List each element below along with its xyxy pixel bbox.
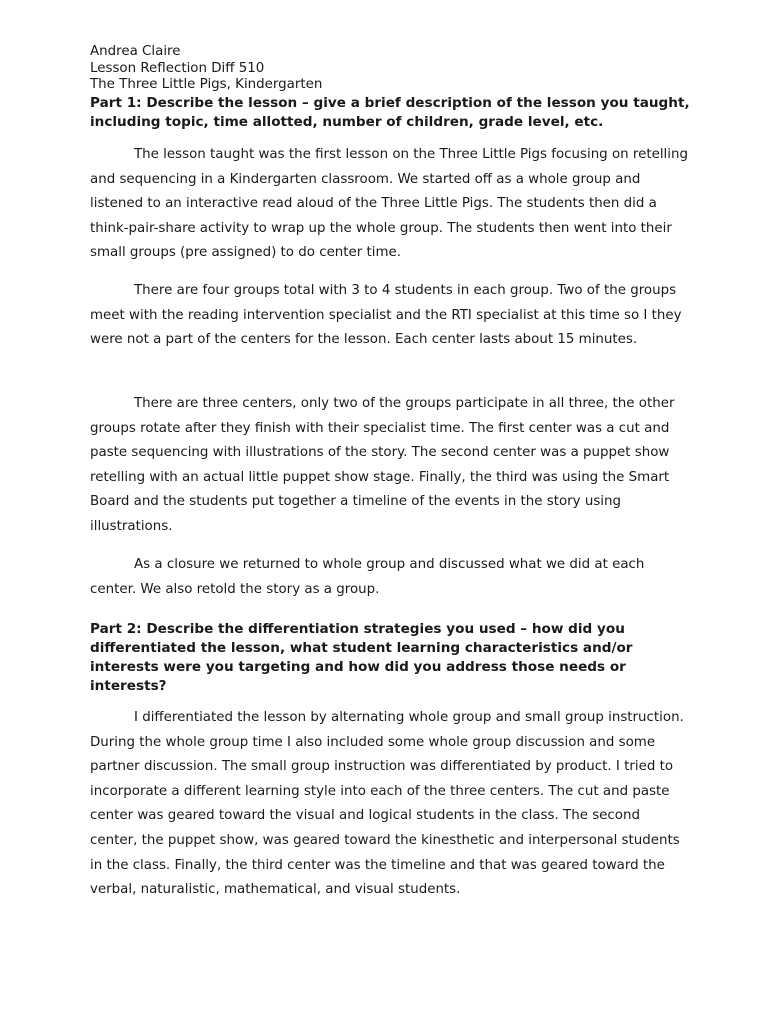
- part1-paragraph-4-block: [90, 553, 690, 602]
- part1-heading-block: [90, 94, 690, 132]
- part1-paragraph-1: The lesson taught was the first lesson on the Three Little Pigs focusing on retelling and sequencing in a Kindergarten classroom. We started off as a whole group and listened to an interactive read aloud of the Three Little Pigs. The students then did a think-pair-share activity to wrap up the whole group. The students then went into their small groups (pre assigned) to do center time.: [90, 147, 688, 261]
- part2-paragraph-1: I differentiated the lesson by alternating whole group and small group instruction. During the whole group time I also included some whole group discussion and some partner discussion. The small group instruction was differentiated by product. I tried to incorporate a different learning style into each of the three centers. The cut and paste center was geared toward the visual and logical students in the class. The second center, the puppet show, was geared toward the kinesthetic and interpersonal students in the class. Finally, the third center was the timeline and that was geared toward the verbal, naturalistic, mathematical, and visual students.: [90, 710, 684, 898]
- part1-paragraph-2-block: [90, 279, 690, 353]
- part2-heading-block: [90, 620, 690, 696]
- part2-heading: Part 2: Describe the differentiation strategies you used – how did you differentiated the lesson, what student learning characteristics and/or interests were you targeting and how did you address those needs or interests?: [90, 621, 633, 694]
- course-title: Lesson Reflection Diff 510: [90, 60, 265, 76]
- part1-paragraph-4: As a closure we returned to whole group and discussed what we did at each center. We also retold the story as a group.: [90, 557, 645, 597]
- part1-paragraph-3-block: [90, 392, 690, 540]
- part2-paragraph-1-block: [90, 706, 690, 903]
- part1-heading: Part 1: Describe the lesson – give a brief description of the lesson you taught, including topic, time allotted, number of children, grade level, etc.: [90, 95, 690, 130]
- document-header: [90, 44, 690, 94]
- part1-paragraph-3: There are three centers, only two of the groups participate in all three, the other groups rotate after they finish with their specialist time. The first center was a cut and paste sequencing with illustrations of the story. The second center was a puppet show retelling with an actual little puppet show stage. Finally, the third was using the Smart Board and the students put together a timeline of the events in the story using illustrations.: [90, 396, 675, 534]
- part1-paragraph-2: There are four groups total with 3 to 4 students in each group. Two of the groups meet with the reading intervention specialist and the RTI specialist at this time so I they were not a part of the centers for the lesson. Each center lasts about 15 minutes.: [90, 283, 682, 348]
- author-name: Andrea Claire: [90, 44, 181, 59]
- part1-paragraph-1-block: [90, 143, 690, 266]
- lesson-title: The Three Little Pigs, Kindergarten: [90, 77, 323, 92]
